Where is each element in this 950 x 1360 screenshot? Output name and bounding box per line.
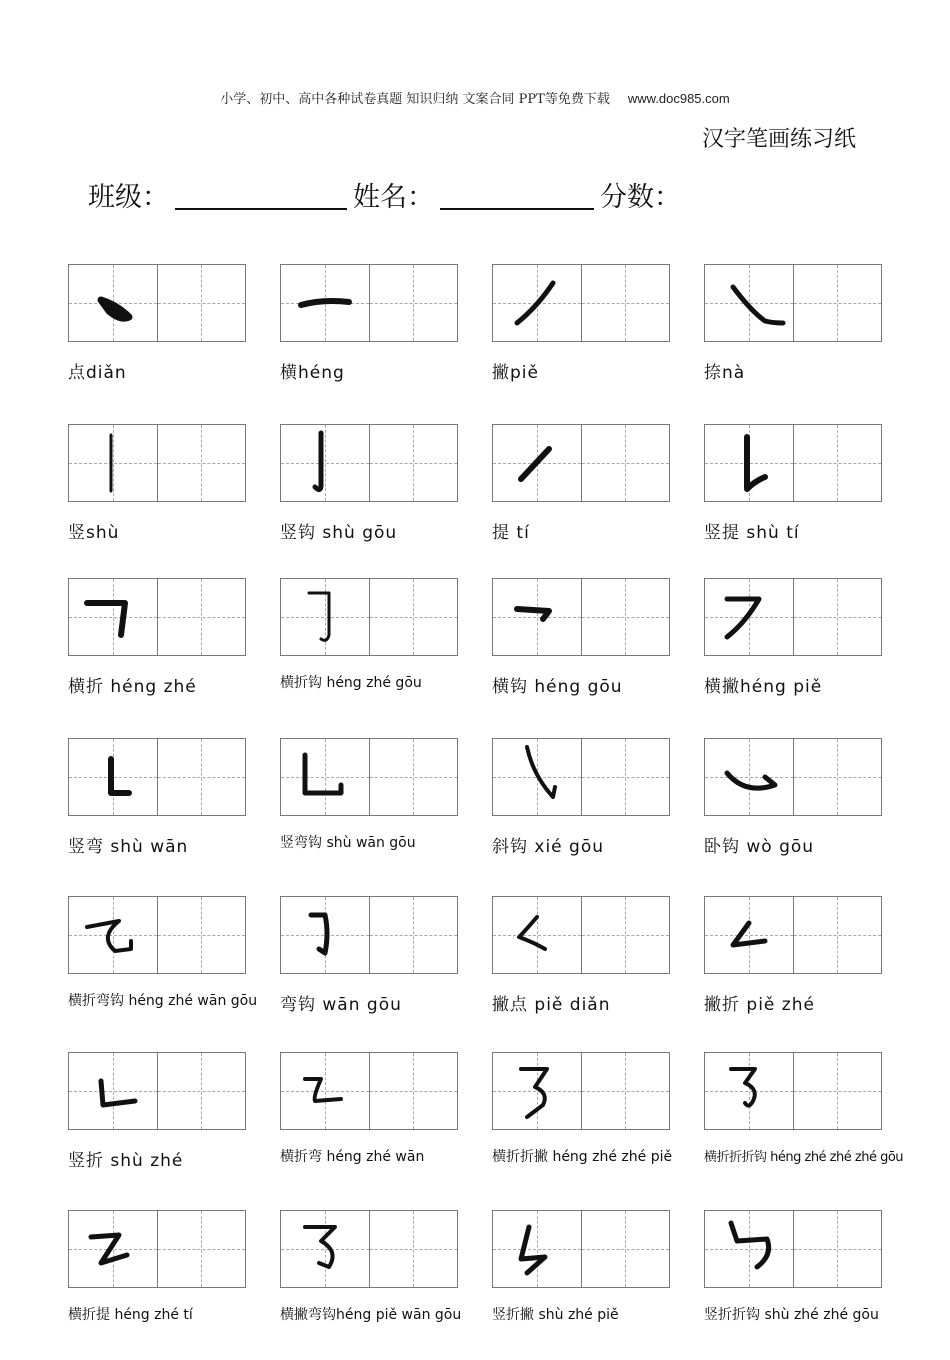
example-box (280, 264, 370, 342)
score-label: 分数： (600, 182, 681, 213)
example-box (280, 578, 370, 656)
stroke-label: 横折弯钩 héng zhé wān gōu (68, 993, 258, 1009)
header-text: 小学、初中、高中各种试卷真题 知识归纳 文案合同 PPT等免费下载 (220, 92, 610, 107)
practice-box[interactable] (581, 264, 671, 342)
stroke-label: 弯钩 wān gōu (280, 995, 402, 1015)
stroke-label: 横折弯 héng zhé wān (280, 1149, 425, 1165)
example-box (492, 1210, 582, 1288)
practice-boxes (704, 578, 882, 656)
wangou-stroke-icon (281, 897, 369, 973)
practice-box[interactable] (369, 896, 459, 974)
stroke-label: 横撇héng piě (704, 677, 823, 697)
practice-boxes (68, 1210, 246, 1288)
practice-boxes (68, 738, 246, 816)
henggou-stroke-icon (493, 579, 581, 655)
practice-boxes (492, 1052, 670, 1130)
stroke-cell (280, 896, 458, 1046)
practice-box[interactable] (369, 1052, 459, 1130)
pie-stroke-icon (493, 265, 581, 341)
page-title: 汉字笔画练习纸 (701, 127, 856, 152)
stroke-cell (280, 264, 458, 414)
practice-boxes (280, 738, 458, 816)
hengzhewangou-stroke-icon (69, 897, 157, 973)
stroke-label: 横héng (280, 363, 345, 383)
stroke-cell (280, 1210, 462, 1360)
practice-boxes (68, 424, 246, 502)
practice-box[interactable] (793, 896, 883, 974)
practice-boxes (492, 738, 670, 816)
practice-boxes (280, 1210, 458, 1288)
practice-box[interactable] (793, 264, 883, 342)
stroke-label: 竖折折钩 shù zhé zhé gōu (704, 1307, 879, 1323)
stroke-label: 横撇弯钩héng piě wān gōu (280, 1307, 462, 1323)
heng-stroke-icon (281, 265, 369, 341)
stroke-label: 竖shù (68, 523, 120, 543)
example-box (68, 1210, 158, 1288)
example-box (492, 738, 582, 816)
practice-box[interactable] (793, 738, 883, 816)
stroke-label: 横折 héng zhé (68, 677, 197, 697)
shuzhe-stroke-icon (69, 1053, 157, 1129)
stroke-cell (492, 738, 670, 888)
example-box (68, 738, 158, 816)
practice-box[interactable] (369, 738, 459, 816)
practice-box[interactable] (369, 424, 459, 502)
stroke-label: 卧钩 wò gōu (704, 837, 815, 857)
stroke-label: 竖钩 shù gōu (280, 523, 398, 543)
stroke-cell (68, 1052, 246, 1202)
stroke-label: 横折折撇 héng zhé zhé piě (492, 1149, 673, 1165)
example-box (492, 1052, 582, 1130)
practice-box[interactable] (157, 896, 247, 974)
stroke-label: 点diǎn (68, 363, 127, 383)
na-stroke-icon (705, 265, 793, 341)
stroke-cell (704, 578, 882, 728)
example-box (704, 578, 794, 656)
example-box (492, 578, 582, 656)
stroke-cell (68, 1210, 246, 1360)
piedian-stroke-icon (493, 897, 581, 973)
example-box (68, 424, 158, 502)
practice-box[interactable] (793, 1052, 883, 1130)
practice-boxes (704, 738, 882, 816)
example-box (68, 1052, 158, 1130)
stroke-label: 竖折撇 shù zhé piě (492, 1307, 619, 1323)
shuwangou-stroke-icon (281, 739, 369, 815)
stroke-cell (68, 738, 246, 888)
example-box (280, 1210, 370, 1288)
stroke-cell (492, 896, 670, 1046)
name-field[interactable] (440, 176, 594, 210)
shuzhezhegou-stroke-icon (705, 1211, 793, 1287)
example-box (280, 1052, 370, 1130)
stroke-label: 横折提 héng zhé tí (68, 1307, 193, 1323)
shuzhepie-stroke-icon (493, 1211, 581, 1287)
hengzhe-stroke-icon (69, 579, 157, 655)
practice-boxes (492, 424, 670, 502)
hengzhezhezhegou-stroke-icon (705, 1053, 793, 1129)
practice-box[interactable] (369, 264, 459, 342)
practice-boxes (704, 1210, 882, 1288)
stroke-cell (68, 896, 258, 1046)
stroke-label: 撇piě (492, 363, 539, 383)
practice-boxes (280, 578, 458, 656)
stroke-label: 横折折折钩 héng zhé zhé zhé gōu (704, 1150, 904, 1165)
example-box (68, 264, 158, 342)
stroke-cell (492, 264, 670, 414)
stroke-cell (704, 896, 882, 1046)
hengzheti-stroke-icon (69, 1211, 157, 1287)
stroke-cell (704, 264, 882, 414)
stroke-cell (704, 1052, 904, 1202)
practice-boxes (704, 424, 882, 502)
wogou-stroke-icon (705, 739, 793, 815)
class-label: 班级： (88, 182, 169, 213)
stroke-label: 横折钩 héng zhé gōu (280, 675, 422, 691)
page-header (0, 88, 950, 107)
shuti-stroke-icon (705, 425, 793, 501)
piezhe-stroke-icon (705, 897, 793, 973)
practice-box[interactable] (157, 264, 247, 342)
stroke-label: 撇折 piě zhé (704, 995, 815, 1015)
example-box (704, 424, 794, 502)
stroke-label: 竖折 shù zhé (68, 1151, 184, 1171)
shuwan-stroke-icon (69, 739, 157, 815)
xiegou-stroke-icon (493, 739, 581, 815)
stroke-label: 竖弯 shù wān (68, 837, 189, 857)
stroke-label: 捺nà (704, 363, 746, 383)
hengzhegou-stroke-icon (281, 579, 369, 655)
example-box (280, 896, 370, 974)
practice-boxes (68, 578, 246, 656)
example-box (492, 264, 582, 342)
example-box (704, 896, 794, 974)
stroke-label: 竖弯钩 shù wān gōu (280, 835, 416, 851)
stroke-label: 横钩 héng gōu (492, 677, 623, 697)
stroke-cell (492, 424, 670, 574)
example-box (68, 578, 158, 656)
example-box (492, 424, 582, 502)
practice-boxes (704, 1052, 882, 1130)
practice-box[interactable] (369, 1210, 459, 1288)
stroke-cell (280, 738, 458, 888)
practice-box[interactable] (157, 578, 247, 656)
stroke-label: 斜钩 xié gōu (492, 837, 605, 857)
practice-boxes (280, 896, 458, 974)
name-label: 姓名： (353, 182, 434, 213)
dian-stroke-icon (69, 265, 157, 341)
practice-boxes (280, 264, 458, 342)
stroke-label: 竖提 shù tí (704, 523, 800, 543)
practice-boxes (280, 1052, 458, 1130)
example-box (492, 896, 582, 974)
student-info-row (88, 170, 681, 214)
practice-box[interactable] (581, 1052, 671, 1130)
stroke-label: 撇点 piě diǎn (492, 995, 611, 1015)
practice-box[interactable] (369, 578, 459, 656)
practice-box[interactable] (793, 424, 883, 502)
practice-box[interactable] (581, 578, 671, 656)
practice-boxes (68, 1052, 246, 1130)
practice-box[interactable] (157, 1210, 247, 1288)
example-box (704, 1210, 794, 1288)
practice-boxes (280, 424, 458, 502)
practice-box[interactable] (157, 1052, 247, 1130)
practice-boxes (68, 264, 246, 342)
stroke-label: 提 tí (492, 523, 530, 543)
practice-boxes (492, 896, 670, 974)
practice-box[interactable] (581, 424, 671, 502)
practice-box[interactable] (793, 1210, 883, 1288)
shugou-stroke-icon (281, 425, 369, 501)
stroke-cell (68, 264, 246, 414)
stroke-cell (68, 578, 246, 728)
practice-box[interactable] (157, 738, 247, 816)
example-box (704, 738, 794, 816)
hengzhewan-stroke-icon (281, 1053, 369, 1129)
example-box (704, 1052, 794, 1130)
shu-stroke-icon (69, 425, 157, 501)
practice-boxes (704, 896, 882, 974)
example-box (280, 424, 370, 502)
example-box (280, 738, 370, 816)
ti-stroke-icon (493, 425, 581, 501)
header-site: www.doc985.com (627, 91, 730, 106)
stroke-cell (492, 1052, 673, 1202)
practice-box[interactable] (157, 424, 247, 502)
practice-box[interactable] (793, 578, 883, 656)
practice-box[interactable] (581, 738, 671, 816)
practice-boxes (492, 264, 670, 342)
example-box (704, 264, 794, 342)
stroke-cell (280, 424, 458, 574)
example-box (68, 896, 158, 974)
hengzhezhepie-stroke-icon (493, 1053, 581, 1129)
practice-box[interactable] (581, 1210, 671, 1288)
stroke-cell (492, 578, 670, 728)
hengpie-stroke-icon (705, 579, 793, 655)
stroke-cell (704, 424, 882, 574)
practice-boxes (704, 264, 882, 342)
stroke-cell (280, 1052, 458, 1202)
class-field[interactable] (175, 176, 347, 210)
practice-boxes (492, 578, 670, 656)
practice-box[interactable] (581, 896, 671, 974)
stroke-cell (704, 1210, 882, 1360)
stroke-cell (280, 578, 458, 728)
stroke-cell (68, 424, 246, 574)
practice-boxes (492, 1210, 670, 1288)
stroke-cell (704, 738, 882, 888)
practice-boxes (68, 896, 246, 974)
stroke-cell (492, 1210, 670, 1360)
hengpiewangou-stroke-icon (281, 1211, 369, 1287)
